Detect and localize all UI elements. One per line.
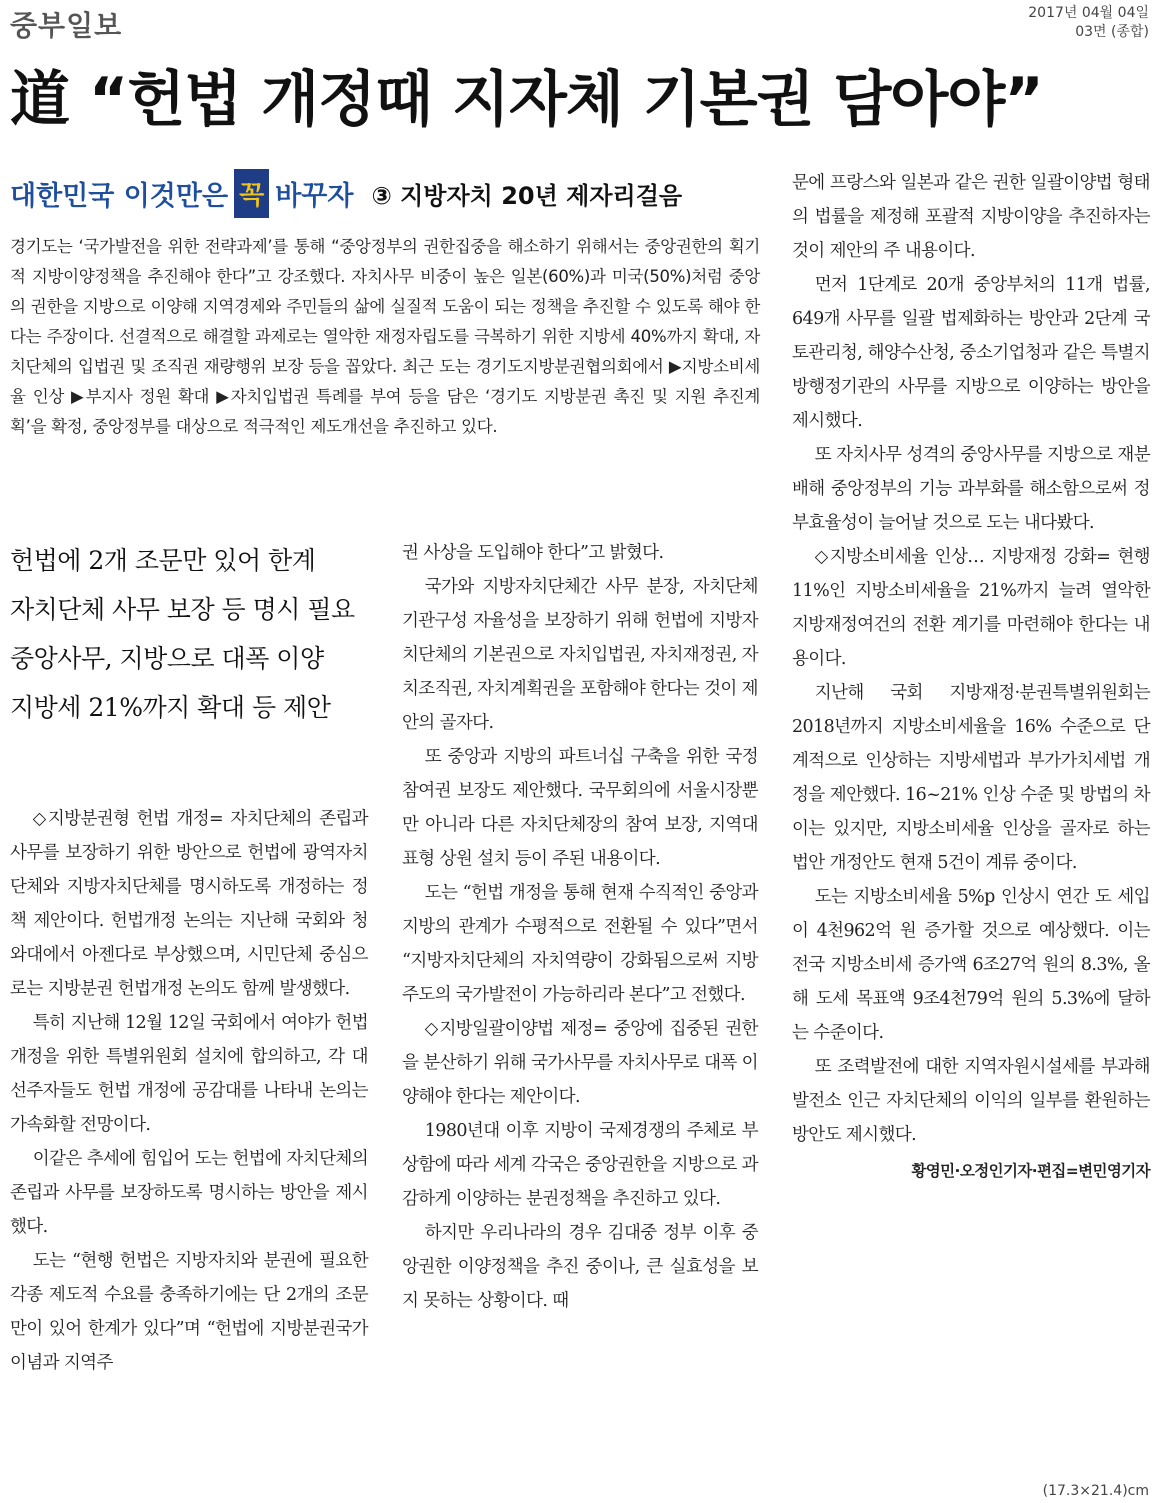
- subheadline-block: [10, 536, 380, 732]
- lead-paragraph: 경기도는 ‘국가발전을 위한 전략과제’를 통해 “중앙정부의 권한집중을 해소하기 위해서는 중앙권한의 획기적 지방이양정책을 추진해야 한다”고 강조했다. 자치사무 비중이 높은 일본(60%)과 미국(50%)처럼 중앙의 권한을 지방으로 이양해 지역경제와 주민들의 삶에 실질적 도움이 되는 정책을 추진할 수 있도록 해야 한다는 주장이다. 선결적으로 해결할 과제로는 열악한 재정자립도를 극복하기 위한 지방세 40%까지 확대, 자치단체의 입법권 및 조직권 재량행위 보장 등을 꼽았다. 최근 도는 경기도지방분권협의회에서 ▶지방소비세율 인상 ▶부지사 정원 확대 ▶자치입법권 특례를 부여 등을 담은 ‘경기도 지방분권 촉진 및 지원 추진계획’을 확정, 중앙정부를 대상으로 적극적인 제도개선을 추진하고 있다.: [10, 237, 760, 436]
- clipping-size-note: (17.3×21.4)cm: [1042, 1483, 1149, 1499]
- body-paragraph: 권 사상을 도입해야 한다”고 밝혔다.: [402, 543, 664, 563]
- series-highlight-badge: 꼭: [234, 169, 269, 218]
- body-paragraph: 지난해 국회 지방재정·분권특별위원회는 2018년까지 지방소비세율을 16% 수준으로 단계적으로 인상하는 지방세법과 부가가치세법 개정을 제안했다. 16~21% 인상 수준 및 방법의 차이는 있지만, 지방소비세율 인상을 골자로 하는 법안 개정안도 현재 5건이 계류 중이다.: [792, 683, 1150, 873]
- page-section: 03면 (종합): [1075, 24, 1149, 40]
- body-paragraph: 도는 “헌법 개정을 통해 현재 수직적인 중앙과 지방의 관계가 수평적으로 전환될 수 있다”면서 “지방자치단체의 자치역량이 강화됨으로써 지방 주도의 국가발전이 가능하리라 본다”고 전했다.: [402, 883, 758, 1005]
- body-paragraph: 하지만 우리나라의 경우 김대중 정부 이후 중앙권한 이양정책을 추진 중이나, 큰 실효성을 보지 못하는 상황이다. 때: [402, 1223, 758, 1311]
- body-paragraph: 도는 지방소비세율 5%p 인상시 연간 도 세입이 4천962억 원 증가할 것으로 예상했다. 이는 전국 지방소비세 증가액 6조27억 원의 8.3%, 올해 도세 목표액 9조4천79억 원의 5.3%에 달하는 수준이다.: [792, 887, 1150, 1043]
- body-paragraph: 문에 프랑스와 일본과 같은 권한 일괄이양법 형태의 법률을 제정해 포괄적 지방이양을 추진하자는 것이 제안의 주 내용이다.: [792, 173, 1150, 261]
- subheadline: 중앙사무, 지방으로 대폭 이양: [10, 644, 324, 673]
- body-paragraph: 특히 지난해 12월 12일 국회에서 여야가 헌법개정을 위한 특별위원회 설치에 합의하고, 각 대선주자들도 헌법 개정에 공감대를 나타내 논의는 가속화할 전망이다.: [10, 1013, 368, 1135]
- subheadline: 지방세 21%까지 확대 등 제안: [10, 693, 331, 722]
- body-paragraph: 도는 “현행 헌법은 지방자치와 분권에 필요한 각종 제도적 수요를 충족하기에는 단 2개의 조문만이 있어 한계가 있다”며 “헌법에 지방분권국가 이념과 지역주: [10, 1251, 368, 1373]
- subheadline: 헌법에 2개 조문만 있어 한계: [10, 546, 316, 575]
- body-paragraph: 이같은 추세에 힘입어 도는 헌법에 자치단체의 존립과 사무를 보장하도록 명시하는 방안을 제시했다.: [10, 1149, 368, 1237]
- article-column-3: [792, 166, 1150, 1188]
- body-paragraph: 또 자치사무 성격의 중앙사무를 지방으로 재분배해 중앙정부의 기능 과부화를 해소함으로써 정부효율성이 늘어날 것으로 도는 내다봤다.: [792, 445, 1150, 533]
- article-column-2: [402, 536, 758, 1318]
- body-paragraph: 국가와 지방자치단체간 사무 분장, 자치단체 기관구성 자율성을 보장하기 위해 헌법에 지방자치단체의 기본권으로 자치입법권, 자치재정권, 자치조직권, 자치계획권을 포함해야 한다는 것이 제안의 골자다.: [402, 577, 758, 733]
- series-prefix: 대한민국 이것만은: [10, 180, 229, 212]
- body-paragraph: ◇지방분권형 헌법 개정= 자치단체의 존립과 사무를 보장하기 위한 방안으로 헌법에 광역자치단체와 지방자치단체를 명시하도록 개정하는 정책 제안이다. 헌법개정 논의는 지난해 국회와 청와대에서 아젠다로 부상했으며, 시민단체 중심으로는 지방분권 헌법개정 논의도 함께 발생했다.: [10, 809, 368, 999]
- publication-date: 2017년 04월 04일: [1028, 5, 1149, 21]
- newspaper-masthead: 중부일보: [10, 9, 123, 42]
- series-topic: ③ 지방자치 20년 제자리걸음: [371, 181, 683, 210]
- body-paragraph: 또 조력발전에 대한 지역자원시설세를 부과해 발전소 인근 자치단체의 이익의 일부를 환원하는 방안도 제시했다.: [792, 1057, 1150, 1145]
- body-paragraph: 먼저 1단계로 20개 중앙부처의 11개 법률, 649개 사무를 일괄 법제화하는 방안과 2단계 국토관리청, 해양수산청, 중소기업청과 같은 특별지방행정기관의 사무를 지방으로 이양하는 방안을 제시했다.: [792, 275, 1150, 431]
- body-paragraph: ◇지방소비세율 인상… 지방재정 강화= 현행 11%인 지방소비세율을 21%까지 늘려 열악한 지방재정여건의 전환 계기를 마련해야 한다는 내용이다.: [792, 547, 1150, 669]
- article-column-1: [10, 802, 368, 1380]
- body-paragraph: 1980년대 이후 지방이 국제경쟁의 주체로 부상함에 따라 세계 각국은 중앙권한을 지방으로 과감하게 이양하는 분권정책을 추진하고 있다.: [402, 1121, 758, 1209]
- byline: 황영민·오정인기자·편집=변민영기자: [911, 1162, 1150, 1180]
- body-paragraph: ◇지방일괄이양법 제정= 중앙에 집중된 권한을 분산하기 위해 국가사무를 자치사무로 대폭 이양해야 한다는 제안이다.: [402, 1019, 758, 1107]
- dateline: [1028, 4, 1149, 42]
- series-banner: [10, 168, 682, 218]
- headline: 道 “헌법 개정때 지자체 기본권 담아야”: [10, 65, 1043, 135]
- subheadline: 자치단체 사무 보장 등 명시 필요: [10, 595, 355, 624]
- body-paragraph: 또 중앙과 지방의 파트너십 구축을 위한 국정 참여권 보장도 제안했다. 국무회의에 서울시장뿐만 아니라 다른 자치단체장의 참여 보장, 지역대표형 상원 설치 등이 주된 내용이다.: [402, 747, 758, 869]
- series-suffix: 바꾸자: [275, 180, 354, 212]
